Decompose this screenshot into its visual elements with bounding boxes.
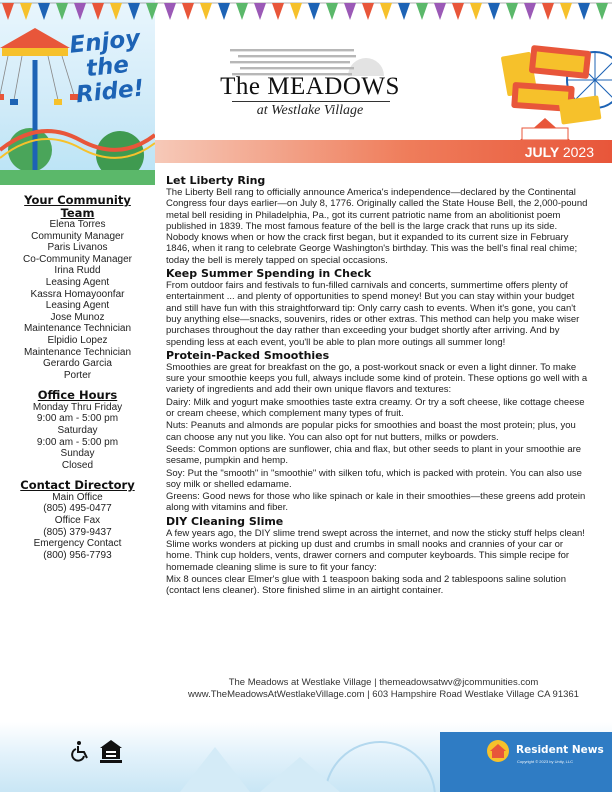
contact-heading: Contact Directory [20, 478, 135, 493]
bunting-flag [56, 3, 68, 20]
resident-news-label: Resident News [516, 744, 604, 756]
contact-line: (805) 495-0477 [43, 503, 112, 515]
carnival-tickets-illustration [500, 40, 612, 140]
bunting-flag [362, 3, 374, 20]
article [166, 267, 588, 348]
bunting-flag [578, 3, 590, 20]
team-member-line: Community Manager [31, 230, 124, 242]
meadows-logo-sun [230, 40, 390, 76]
office-hours-line: Monday Thru Friday [32, 401, 123, 413]
bunting-flag [452, 3, 464, 20]
contact-list [10, 492, 145, 562]
issue-date-bar [155, 140, 612, 163]
bunting-flag [524, 3, 536, 20]
enjoy-line-2: the [84, 51, 131, 83]
bunting-flag [560, 3, 572, 20]
footer-line-2: www.TheMeadowsAtWestlakeVillage.com | 603 Hampshire Road Westlake Village CA 91361 [188, 689, 579, 700]
article-paragraph: Dairy: Milk and yogurt make smoothies taste extra creamy. Or try a soft cheese, like cottage cheese or cream cheese, which complement many types of fruit. [166, 396, 585, 420]
bunting-flag [38, 3, 50, 20]
office-hours-line: 9:00 am - 5:00 pm [36, 436, 119, 448]
bunting-flags [0, 0, 612, 26]
article-title: Keep Summer Spending in Check [166, 267, 372, 281]
article-paragraph: Greens: Good news for those who like spinach or kale in their smoothies—these greens add protein along with vitamins and fiber. [166, 491, 586, 514]
contact-line: (805) 379-9437 [43, 526, 112, 538]
article-paragraph: Seeds: Common options are sunflower, chia and flax, but other seeds to plant in your smoothie are sesame, pumpkin and hemp. [166, 443, 582, 467]
article-paragraph: Smoothies are great for breakfast on the go, a post-workout snack or even a light dinner. To make sure your smoothie keeps you full, always include some kind of protein. These options go well with a variety of ingredients and add their own unique flavors and textures: [166, 361, 588, 396]
article-paragraph: Soy: Put the "smooth" in "smoothie" with silken tofu, which is packed with protein. You can also use soy milk or shelled edamame. [166, 467, 582, 490]
bunting-flag [326, 3, 338, 20]
sidebar [10, 194, 145, 569]
article-paragraph: Nuts: Peanuts and almonds are popular picks for smoothies and boast the most protein; plus, you can choose any nut you like. You can also opt for nut butters, milks or powders. [166, 420, 576, 443]
team-member-line: Maintenance Technician [23, 346, 132, 358]
bunting-flag [128, 3, 140, 20]
article-paragraph: The Liberty Bell rang to officially announce America's independence—declared by the Continental Congress four days earlier—on July 8, 1776. Originally called the State House Bell, the 2,000-pound metal bell residing in Philadelphia, Pa., got its current patriotic name from an abolitionist poem published in 1839. The most famous feature of the bell is the large crack that runs up its side. Nobody knows when or how the crack first began, but it expanded to its current size in February 1846, when it rang to celebrate George Washington's birthday. This was the bell's final real chime; today the bell is merely tapped on special occasions. [166, 187, 588, 266]
bunting-flag [470, 3, 482, 20]
footer-line-1: The Meadows at Westlake Village | themeadowsatwv@jcommunities.com [228, 677, 539, 688]
article-title: Protein-Packed Smoothies [166, 348, 330, 362]
contact-line: (800) 956-7793 [43, 549, 112, 561]
bunting-flag [74, 3, 86, 20]
bunting-flag [344, 3, 356, 20]
carnival-banner [0, 0, 155, 185]
bunting-flag [92, 3, 104, 20]
enjoy-line-1: Enjoy [68, 25, 142, 59]
contact-line: Emergency Contact [33, 538, 122, 550]
team-member-line: Jose Munoz [50, 311, 105, 323]
copyright: Copyright © 2023 by Unity, LLC [517, 759, 574, 764]
contact-line: Main Office [52, 491, 103, 503]
hours-section [10, 389, 145, 471]
bunting-flag [20, 3, 32, 20]
bunting-flag [200, 3, 212, 20]
team-member-line: Leasing Agent [45, 300, 110, 312]
logo-divider [232, 101, 390, 102]
hours-list [10, 402, 145, 472]
office-hours-line: Sunday [60, 448, 95, 460]
office-hours-line: Closed [61, 459, 94, 471]
hours-heading: Office Hours [37, 388, 118, 403]
bunting-flag [254, 3, 266, 20]
article-title: DIY Cleaning Slime [166, 514, 284, 528]
community-subtitle: at Westlake Village [256, 103, 364, 118]
team-member-line: Paris Livanos [47, 242, 108, 254]
team-member-line: Maintenance Technician [23, 323, 132, 335]
article-paragraph: A few years ago, the DIY slime trend swept across the internet, and now the sticky stuff helps clean! Slime works wonders at picking up dust and crumbs in small nooks and crannies of your car or home. Think cup holders, vents, drawer corners and computer keyboards. This simple recipe for homemade cleaning slime is sure to fit your fancy: [166, 527, 585, 573]
office-hours-line: 9:00 am - 5:00 pm [36, 413, 119, 425]
team-member-line: Elpidio Lopez [47, 334, 108, 346]
team-member-line: Kassra Homayoonfar [30, 288, 125, 300]
bunting-flag [596, 3, 608, 20]
bunting-flag [272, 3, 284, 20]
enjoy-line-3: Ride! [74, 75, 146, 109]
contact-section [10, 479, 145, 561]
footer [155, 677, 612, 701]
bunting-flag [218, 3, 230, 20]
bunting-flag [488, 3, 500, 20]
issue-month: JULY [524, 144, 559, 160]
community-name: The MEADOWS [220, 73, 400, 100]
team-member-line: Elena Torres [49, 219, 106, 230]
bunting-flag [290, 3, 302, 20]
team-member-line: Porter [63, 369, 92, 381]
resident-news-logo-icon [483, 738, 513, 764]
equal-housing-icon [98, 738, 124, 764]
bunting-flag [380, 3, 392, 20]
bunting-flag [542, 3, 554, 20]
bunting-flag [164, 3, 176, 20]
team-member-line: Gerardo Garcia [43, 358, 112, 370]
article [166, 515, 588, 597]
contact-line: Office Fax [54, 515, 101, 527]
article-title: Let Liberty Ring [166, 174, 266, 187]
team-member-line: Co-Community Manager [23, 253, 132, 265]
team-section [10, 194, 145, 381]
team-member-line: Irina Rudd [54, 265, 101, 277]
bunting-flag [182, 3, 194, 20]
team-member-line: Leasing Agent [45, 276, 110, 288]
bunting-flag [308, 3, 320, 20]
bunting-flag [146, 3, 158, 20]
team-list [10, 219, 145, 381]
office-hours-line: Saturday [57, 425, 98, 436]
issue-date [525, 144, 594, 160]
bunting-flag [110, 3, 122, 20]
team-heading: Your Community Team [24, 193, 131, 220]
bunting-flag [236, 3, 248, 20]
bunting-flag [506, 3, 518, 20]
article [166, 349, 588, 514]
bunting-flag [398, 3, 410, 20]
article-paragraph: From outdoor fairs and festivals to fun-filled carnivals and concerts, summertime offers plenty of entertainment ... and plenty of opportunities to spend money! But you can stay within your budget and still have fun with this straightforward tip: Only carry cash to events. When it's gone, you can't buy anything else—snacks, souvenirs, rides or other extras. This method can help you make wiser purchases throughout the day rather than exceeding your budget shortly after arriving. And by spending less at each event, you'll be able to plan more outings all summer long! [166, 280, 580, 348]
article-paragraph: Mix 8 ounces clear Elmer's glue with 1 teaspoon baking soda and 2 tablespoons saline solution (contact lens cleaner). Store finished slime in an airtight container. [166, 573, 567, 597]
wheelchair-accessible-icon [70, 740, 92, 762]
bunting-flag [434, 3, 446, 20]
bunting-flag [2, 3, 14, 20]
issue-year: 2023 [562, 144, 594, 160]
bunting-flag [416, 3, 428, 20]
enjoy-the-ride-headline [56, 25, 155, 110]
articles [166, 173, 588, 598]
article [166, 174, 588, 266]
